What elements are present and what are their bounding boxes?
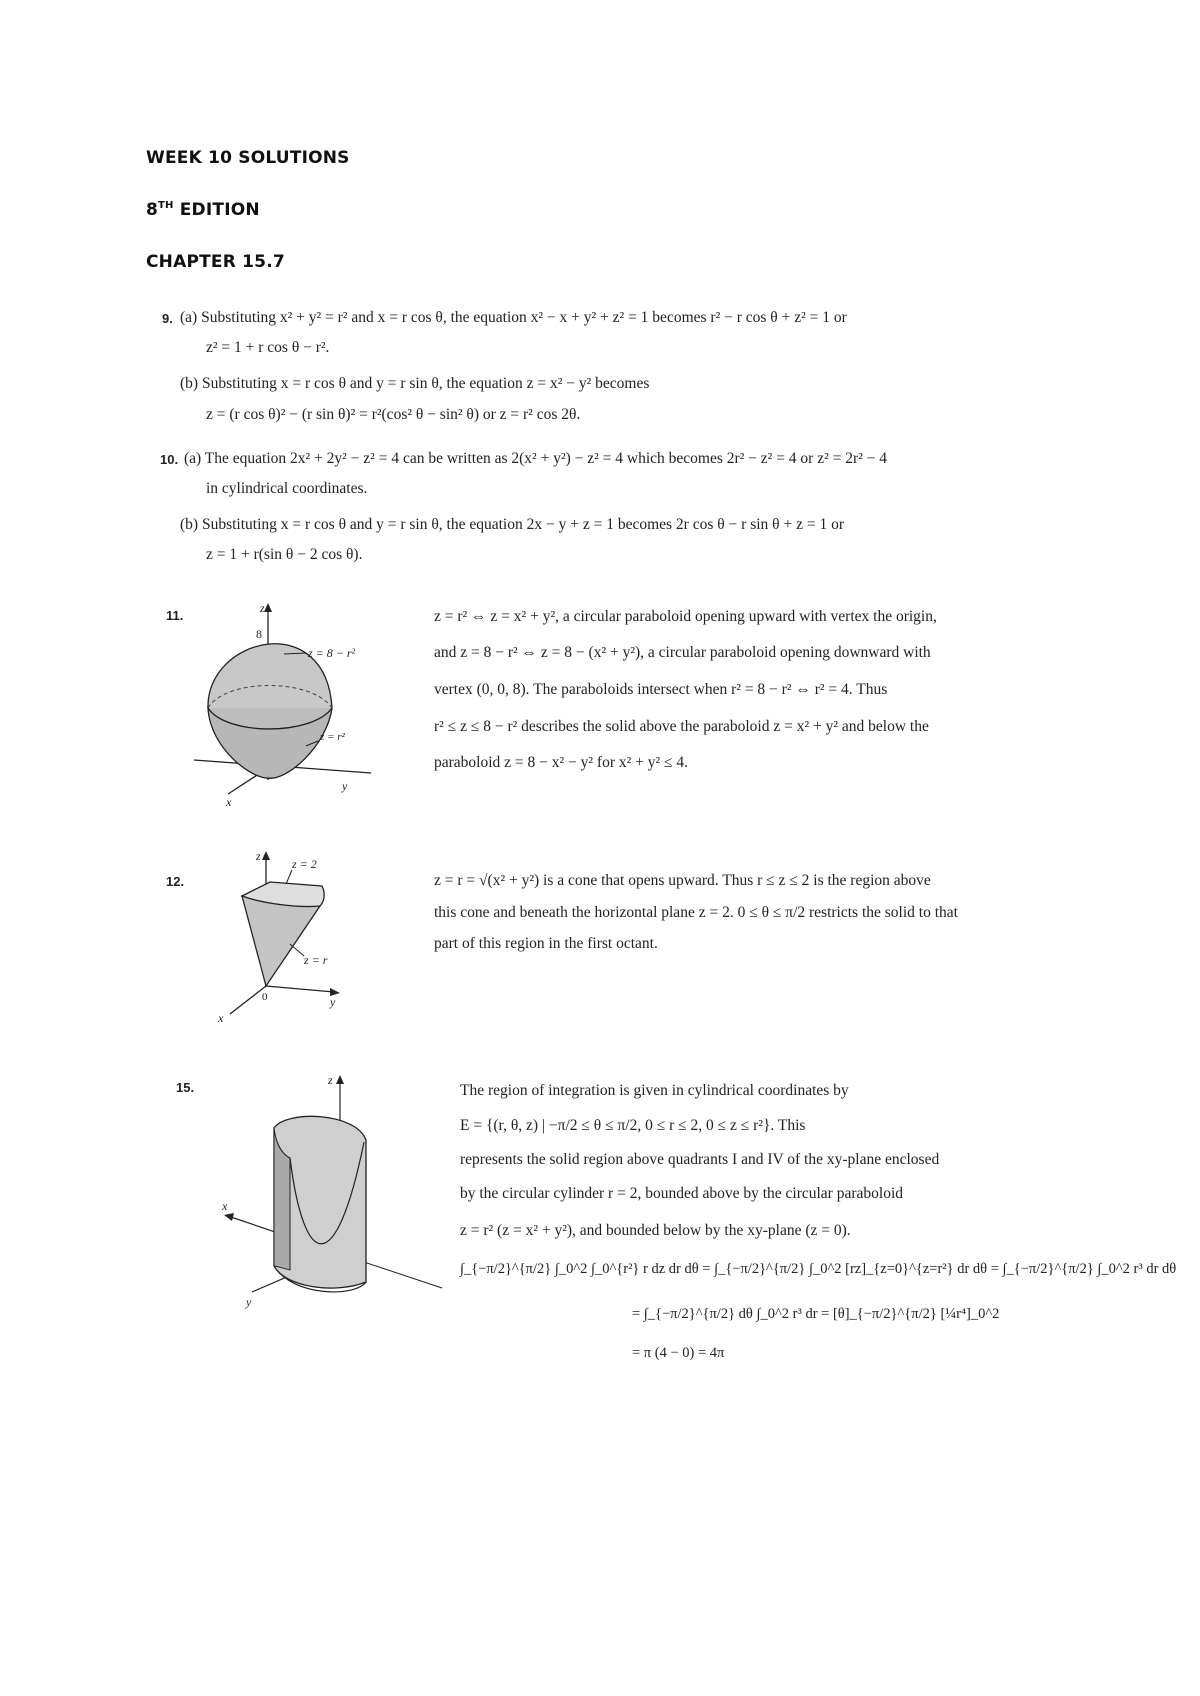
edition-word: EDITION xyxy=(173,200,260,220)
problem-10a-line1: (a) The equation 2x² + 2y² − z² = 4 can be written as 2(x² + y²) − z² = 4 which becomes 2r² − z² = 4 or z² = 2r² − 4 xyxy=(184,450,888,467)
problem-11-line2: and z = 8 − r² ⇔ z = 8 − (x² + y²), a circular paraboloid opening downward with xyxy=(434,644,931,661)
z-axis-arrow xyxy=(336,1075,344,1084)
top-label-leader xyxy=(286,870,292,884)
problem-9b-line2: z = (r cos θ)² − (r sin θ)² = r²(cos² θ − sin² θ) or z = r² cos 2θ. xyxy=(206,406,581,423)
problem-10a-line2: in cylindrical coordinates. xyxy=(206,480,368,497)
problem-15-integral-3: = π (4 − 0) = 4π xyxy=(632,1345,725,1361)
x-axis xyxy=(230,986,266,1014)
problem-9a-line1: (a) Substituting x² + y² = r² and x = r cos θ, the equation x² − x + y² + z² = 1 becomes r² − r cos θ + z² = 1 or xyxy=(180,309,847,326)
x-axis-label: x xyxy=(222,1199,228,1213)
problem-15-line1: The region of integration is given in cylindrical coordinates by xyxy=(460,1082,849,1099)
figure-cone xyxy=(204,846,354,1026)
problem-15-number: 15. xyxy=(176,1080,195,1095)
problem-15-line5: z = r² (z = x² + y²), and bounded below by the xy-plane (z = 0). xyxy=(460,1222,851,1239)
problem-15-integral-2: = ∫_{−π/2}^{π/2} dθ ∫_0^2 r³ dr = [θ]_{−π/2}^{π/2} [¼r⁴]_0^2 xyxy=(632,1306,1000,1322)
edition-line xyxy=(146,200,260,220)
problem-11-line5: paraboloid z = 8 − x² − y² for x² + y² ≤ 4. xyxy=(434,754,689,771)
top-plane-label: z = 2 xyxy=(292,857,317,871)
edition-number: 8 xyxy=(146,200,159,220)
problem-11-line1: z = r² ⇔ z = x² + y², a circular paraboloid opening upward with vertex the origin, xyxy=(434,608,937,625)
top-paraboloid-label: z = 8 − r² xyxy=(308,646,356,660)
edition-superscript: TH xyxy=(158,200,174,211)
origin-label: 0 xyxy=(262,991,268,1003)
bottom-paraboloid-label: z = r² xyxy=(320,731,345,743)
z-axis-arrow xyxy=(264,603,272,612)
problem-10-number: 10. xyxy=(160,452,179,467)
x-axis-label: x xyxy=(226,795,232,809)
problem-12-line2: this cone and beneath the horizontal plane z = 2. 0 ≤ θ ≤ π/2 restricts the solid to that xyxy=(434,904,958,921)
problem-9b-line1: (b) Substituting x = r cos θ and y = r sin θ, the equation z = x² − y² becomes xyxy=(180,375,650,392)
problem-10b-line2: z = 1 + r(sin θ − 2 cos θ). xyxy=(206,546,363,563)
problem-15-integral-1: ∫_{−π/2}^{π/2} ∫_0^2 ∫_0^{r²} r dz dr dθ = ∫_{−π/2}^{π/2} ∫_0^2 [rz]_{z=0}^{z=r²} dr dθ = ∫_{−π/2}^{π/2} ∫_0^2 r³ dr dθ xyxy=(460,1261,1177,1277)
problem-11-line4: r² ≤ z ≤ 8 − r² describes the solid above the paraboloid z = x² + y² and below the xyxy=(434,718,929,735)
problem-11-number: 11. xyxy=(166,608,184,623)
side-label-leader xyxy=(290,944,304,956)
problem-12-number: 12. xyxy=(166,874,185,889)
figure-cylinder-paraboloid xyxy=(216,1070,446,1310)
cone-label: z = r xyxy=(304,953,328,967)
z-axis-arrow xyxy=(262,851,270,860)
problem-15-line2: E = {(r, θ, z) | −π/2 ≤ θ ≤ π/2, 0 ≤ r ≤ 2, 0 ≤ z ≤ r²}. This xyxy=(460,1117,806,1134)
y-axis-label: y xyxy=(342,779,348,793)
y-axis-label: y xyxy=(246,1295,252,1309)
z-axis-label: z xyxy=(260,601,265,615)
chapter-heading: CHAPTER 15.7 xyxy=(146,252,285,272)
problem-11-line3: vertex (0, 0, 8). The paraboloids intersect when r² = 8 − r² ⇔ r² = 4. Thus xyxy=(434,681,888,698)
x-axis-arrow xyxy=(224,1213,234,1221)
problem-9a-line2: z² = 1 + r cos θ − r². xyxy=(206,339,330,356)
doc-title: WEEK 10 SOLUTIONS xyxy=(146,148,350,168)
figure-paraboloids xyxy=(186,598,396,813)
cone-side xyxy=(242,896,320,986)
problem-15-line4: by the circular cylinder r = 2, bounded above by the circular paraboloid xyxy=(460,1185,904,1202)
problem-12-line3: part of this region in the first octant. xyxy=(434,935,658,952)
vertex-8-label: 8 xyxy=(256,627,262,641)
problem-12-line1: z = r = √(x² + y²) is a cone that opens upward. Thus r ≤ z ≤ 2 is the region above xyxy=(434,872,931,889)
x-axis-label: x xyxy=(218,1011,224,1025)
z-axis-label: z xyxy=(256,849,261,863)
y-axis-label: y xyxy=(330,995,336,1009)
z-axis-label: z xyxy=(328,1073,333,1087)
y-axis xyxy=(266,986,334,992)
problem-15-line3: represents the solid region above quadrants I and IV of the xy-plane enclosed xyxy=(460,1151,940,1168)
problem-9-number: 9. xyxy=(162,311,173,326)
problem-10b-line1: (b) Substituting x = r cos θ and y = r sin θ, the equation 2x − y + z = 1 becomes 2r cos θ − r sin θ + z = 1 or xyxy=(180,516,844,533)
